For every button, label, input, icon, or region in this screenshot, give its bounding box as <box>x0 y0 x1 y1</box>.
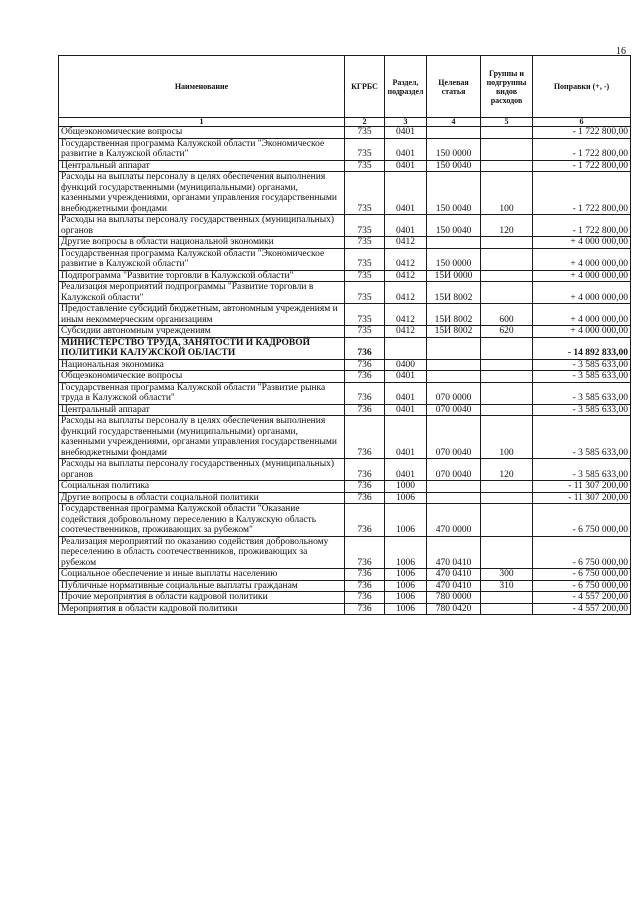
cell-name: Центральный аппарат <box>59 160 345 172</box>
cell-target <box>427 359 481 371</box>
cell-name: Общеэкономические вопросы <box>59 371 345 383</box>
cell-target: 15И 8002 <box>427 304 481 326</box>
cell-section: 0412 <box>385 282 427 304</box>
cell-group: 310 <box>481 580 533 592</box>
header-section: Раздел, подраздел <box>385 56 427 118</box>
cell-section: 1006 <box>385 569 427 581</box>
cell-group <box>481 504 533 537</box>
table-row <box>59 282 631 304</box>
table-row <box>59 138 631 160</box>
table-row <box>59 359 631 371</box>
cell-name: МИНИСТЕРСТВО ТРУДА, ЗАНЯТОСТИ И КАДРОВОЙ ПОЛИТИКИ КАЛУЖСКОЙ ОБЛАСТИ <box>59 337 345 359</box>
cell-kgrbs: 736 <box>345 592 385 604</box>
cell-name: Публичные нормативные социальные выплаты гражданам <box>59 580 345 592</box>
column-number-row <box>59 118 631 127</box>
cell-name: Государственная программа Калужской области "Экономическое развитие в Калужской области" <box>59 248 345 270</box>
cell-kgrbs: 735 <box>345 215 385 237</box>
cell-section: 1006 <box>385 580 427 592</box>
table-row <box>59 603 631 615</box>
cell-group: 600 <box>481 304 533 326</box>
table-row <box>59 569 631 581</box>
cell-section: 1006 <box>385 592 427 604</box>
cell-target: 150 0000 <box>427 248 481 270</box>
cell-kgrbs: 735 <box>345 270 385 282</box>
cell-group: 620 <box>481 326 533 338</box>
cell-target: 470 0000 <box>427 504 481 537</box>
cell-group <box>481 160 533 172</box>
cell-name: Расходы на выплаты персоналу государственных (муниципальных) органов <box>59 215 345 237</box>
cell-kgrbs: 736 <box>345 603 385 615</box>
cell-name: Социальное обеспечение и иные выплаты населению <box>59 569 345 581</box>
header-name: Наименование <box>59 56 345 118</box>
cell-amount: + 4 000 000,00 <box>533 326 631 338</box>
cell-name: Другие вопросы в области национальной экономики <box>59 237 345 249</box>
cell-target: 470 0410 <box>427 536 481 569</box>
cell-target <box>427 127 481 139</box>
column-number: 6 <box>533 118 631 127</box>
table-row <box>59 416 631 459</box>
cell-section: 1006 <box>385 504 427 537</box>
cell-target: 070 0040 <box>427 404 481 416</box>
cell-target: 15И 8002 <box>427 326 481 338</box>
table-row <box>59 459 631 481</box>
cell-target: 150 0040 <box>427 215 481 237</box>
cell-amount: - 3 585 633,00 <box>533 382 631 404</box>
cell-amount: - 11 307 200,00 <box>533 492 631 504</box>
table-row <box>59 382 631 404</box>
cell-amount: - 3 585 633,00 <box>533 416 631 459</box>
cell-group: 120 <box>481 215 533 237</box>
cell-amount: + 4 000 000,00 <box>533 237 631 249</box>
cell-group <box>481 492 533 504</box>
cell-target: 150 0040 <box>427 160 481 172</box>
cell-amount: - 3 585 633,00 <box>533 359 631 371</box>
cell-kgrbs: 736 <box>345 337 385 359</box>
cell-kgrbs: 735 <box>345 248 385 270</box>
cell-target: 070 0000 <box>427 382 481 404</box>
cell-name: Расходы на выплаты персоналу государственных (муниципальных) органов <box>59 459 345 481</box>
cell-amount: - 4 557 200,00 <box>533 603 631 615</box>
cell-kgrbs: 735 <box>345 172 385 215</box>
cell-group <box>481 371 533 383</box>
table-row <box>59 536 631 569</box>
table-row <box>59 172 631 215</box>
cell-kgrbs: 736 <box>345 416 385 459</box>
table-row <box>59 127 631 139</box>
cell-group <box>481 237 533 249</box>
header-groups: Группы и подгруппы видов расходов <box>481 56 533 118</box>
cell-amount: + 4 000 000,00 <box>533 270 631 282</box>
table-row <box>59 237 631 249</box>
cell-section: 0401 <box>385 215 427 237</box>
cell-target: 070 0040 <box>427 416 481 459</box>
cell-name: Государственная программа Калужской области "Развитие рынка труда в Калужской области" <box>59 382 345 404</box>
cell-kgrbs: 735 <box>345 160 385 172</box>
cell-target: 780 0420 <box>427 603 481 615</box>
cell-section: 0401 <box>385 138 427 160</box>
cell-section: 0400 <box>385 359 427 371</box>
column-number: 2 <box>345 118 385 127</box>
cell-amount: - 3 585 633,00 <box>533 459 631 481</box>
cell-section: 1000 <box>385 481 427 493</box>
cell-target <box>427 371 481 383</box>
cell-amount: - 6 750 000,00 <box>533 580 631 592</box>
cell-name: Национальная экономика <box>59 359 345 371</box>
cell-amount: - 1 722 800,00 <box>533 127 631 139</box>
cell-kgrbs: 736 <box>345 481 385 493</box>
column-number: 1 <box>59 118 345 127</box>
table-row <box>59 304 631 326</box>
cell-section: 0401 <box>385 127 427 139</box>
cell-group <box>481 603 533 615</box>
cell-kgrbs: 736 <box>345 404 385 416</box>
cell-group <box>481 248 533 270</box>
cell-section: 0401 <box>385 371 427 383</box>
cell-name: Прочие мероприятия в области кадровой политики <box>59 592 345 604</box>
cell-name: Субсидии автономным учреждениям <box>59 326 345 338</box>
budget-amendments-table <box>58 55 631 615</box>
header-kgrbs: КГРБС <box>345 56 385 118</box>
table-row <box>59 580 631 592</box>
table-row <box>59 371 631 383</box>
cell-section: 0401 <box>385 404 427 416</box>
cell-group <box>481 138 533 160</box>
page-number: 16 <box>616 46 626 57</box>
cell-target: 150 0040 <box>427 172 481 215</box>
cell-section: 0401 <box>385 160 427 172</box>
cell-amount: - 1 722 800,00 <box>533 172 631 215</box>
table-row <box>59 160 631 172</box>
cell-name: Социальная политика <box>59 481 345 493</box>
cell-group <box>481 404 533 416</box>
cell-kgrbs: 736 <box>345 382 385 404</box>
cell-amount: - 11 307 200,00 <box>533 481 631 493</box>
table-row <box>59 481 631 493</box>
column-number: 4 <box>427 118 481 127</box>
cell-kgrbs: 735 <box>345 304 385 326</box>
table-header-row <box>59 56 631 118</box>
cell-section: 0401 <box>385 172 427 215</box>
cell-group <box>481 282 533 304</box>
cell-name: Общеэкономические вопросы <box>59 127 345 139</box>
cell-name: Центральный аппарат <box>59 404 345 416</box>
header-amendments: Поправки (+, -) <box>533 56 631 118</box>
cell-group <box>481 481 533 493</box>
cell-group: 100 <box>481 172 533 215</box>
cell-kgrbs: 735 <box>345 237 385 249</box>
cell-kgrbs: 736 <box>345 580 385 592</box>
cell-name: Государственная программа Калужской области "Экономическое развитие в Калужской области" <box>59 138 345 160</box>
cell-group <box>481 536 533 569</box>
cell-amount: - 3 585 633,00 <box>533 371 631 383</box>
table-row <box>59 248 631 270</box>
table-row <box>59 592 631 604</box>
cell-section: 1006 <box>385 536 427 569</box>
cell-section: 1006 <box>385 492 427 504</box>
cell-kgrbs: 735 <box>345 326 385 338</box>
cell-section: 1006 <box>385 603 427 615</box>
cell-kgrbs: 736 <box>345 492 385 504</box>
cell-section <box>385 337 427 359</box>
cell-kgrbs: 736 <box>345 536 385 569</box>
cell-amount: - 1 722 800,00 <box>533 215 631 237</box>
cell-section: 0401 <box>385 459 427 481</box>
cell-group: 120 <box>481 459 533 481</box>
cell-name: Другие вопросы в области социальной политики <box>59 492 345 504</box>
column-number: 3 <box>385 118 427 127</box>
cell-amount: - 6 750 000,00 <box>533 569 631 581</box>
table-row <box>59 215 631 237</box>
cell-target <box>427 237 481 249</box>
cell-kgrbs: 735 <box>345 127 385 139</box>
cell-name: Подпрограмма "Развитие торговли в Калужской области" <box>59 270 345 282</box>
cell-amount: - 14 892 833,00 <box>533 337 631 359</box>
cell-name: Мероприятия в области кадровой политики <box>59 603 345 615</box>
cell-group: 300 <box>481 569 533 581</box>
table-row <box>59 326 631 338</box>
cell-section: 0412 <box>385 304 427 326</box>
cell-target: 470 0410 <box>427 569 481 581</box>
cell-name: Предоставление субсидий бюджетным, автономным учреждениям и иным некоммерческим организациям <box>59 304 345 326</box>
cell-kgrbs: 736 <box>345 459 385 481</box>
cell-amount: - 6 750 000,00 <box>533 504 631 537</box>
cell-name: Реализация мероприятий подпрограммы "Развитие торговли в Калужской области" <box>59 282 345 304</box>
cell-kgrbs: 736 <box>345 504 385 537</box>
cell-target: 070 0040 <box>427 459 481 481</box>
cell-section: 0412 <box>385 270 427 282</box>
cell-kgrbs: 735 <box>345 282 385 304</box>
column-number: 5 <box>481 118 533 127</box>
cell-target <box>427 481 481 493</box>
cell-section: 0401 <box>385 382 427 404</box>
cell-target: 780 0000 <box>427 592 481 604</box>
cell-name: Реализация мероприятий по оказанию содействия добровольному переселению в область соотечественников, проживающих за рубежом <box>59 536 345 569</box>
cell-target <box>427 492 481 504</box>
table-row <box>59 492 631 504</box>
cell-name: Государственная программа Калужской области "Оказание содействия добровольному переселению в Калужскую область соотечественников, проживающих за рубежом" <box>59 504 345 537</box>
cell-kgrbs: 736 <box>345 371 385 383</box>
cell-group <box>481 337 533 359</box>
cell-group <box>481 382 533 404</box>
table-row <box>59 337 631 359</box>
cell-amount: - 6 750 000,00 <box>533 536 631 569</box>
cell-amount: + 4 000 000,00 <box>533 248 631 270</box>
cell-section: 0412 <box>385 237 427 249</box>
cell-target: 470 0410 <box>427 580 481 592</box>
table-row <box>59 270 631 282</box>
cell-group <box>481 127 533 139</box>
cell-name: Расходы на выплаты персоналу в целях обеспечения выполнения функций государственными (муниципальными) органами, казенными учреждениями, органами управления государственными внебюджетными фондами <box>59 416 345 459</box>
cell-amount: - 3 585 633,00 <box>533 404 631 416</box>
cell-target <box>427 337 481 359</box>
cell-kgrbs: 736 <box>345 359 385 371</box>
cell-name: Расходы на выплаты персоналу в целях обеспечения выполнения функций государственными (муниципальными) органами, казенными учреждениями, органами управления государственными внебюджетными фондами <box>59 172 345 215</box>
cell-amount: + 4 000 000,00 <box>533 304 631 326</box>
cell-target: 15И 8002 <box>427 282 481 304</box>
cell-kgrbs: 735 <box>345 138 385 160</box>
cell-kgrbs: 736 <box>345 569 385 581</box>
cell-amount: - 1 722 800,00 <box>533 138 631 160</box>
cell-amount: + 4 000 000,00 <box>533 282 631 304</box>
cell-target: 150 0000 <box>427 138 481 160</box>
cell-group: 100 <box>481 416 533 459</box>
cell-amount: - 1 722 800,00 <box>533 160 631 172</box>
table-row <box>59 404 631 416</box>
table-row <box>59 504 631 537</box>
cell-group <box>481 592 533 604</box>
cell-section: 0412 <box>385 326 427 338</box>
header-target: Целевая статья <box>427 56 481 118</box>
cell-group <box>481 270 533 282</box>
cell-section: 0412 <box>385 248 427 270</box>
cell-section: 0401 <box>385 416 427 459</box>
cell-target: 15И 0000 <box>427 270 481 282</box>
cell-amount: - 4 557 200,00 <box>533 592 631 604</box>
cell-group <box>481 359 533 371</box>
